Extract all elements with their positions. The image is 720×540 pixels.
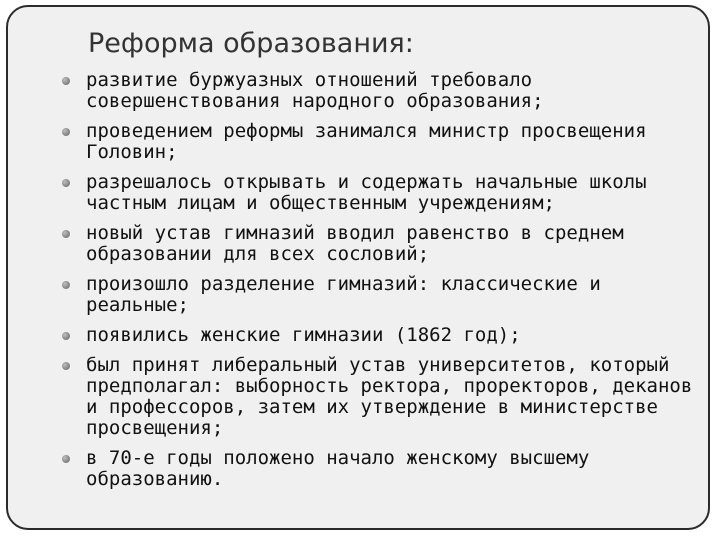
list-item (56, 70, 696, 112)
bullet-icon (62, 230, 70, 238)
list-item (56, 172, 696, 214)
bullet-icon (62, 281, 70, 289)
bullet-text: разрешалось открывать и содержать начальные школы частным лицам и общественным учреждениям; (86, 171, 647, 214)
bullet-icon (62, 128, 70, 136)
bullet-text: в 70-е годы положено начало женскому высшему образованию. (86, 447, 590, 490)
bullet-text: был принят либеральный устав университетов, который предполагал: выборность ректора, проректоров, деканов и профессоров, затем их утверждение в министерстве просвещения; (86, 354, 693, 439)
bullet-icon (62, 179, 70, 187)
bullet-text: появились женские гимназии (1862 год); (86, 324, 521, 346)
slide-title: Реформа образования: (88, 28, 414, 59)
bullet-text: произошло разделение гимназий: классические и реальные; (86, 273, 601, 316)
list-item (56, 223, 696, 265)
list-item (56, 274, 696, 316)
bullet-icon (62, 77, 70, 85)
bullet-icon (62, 332, 70, 340)
bullet-icon (62, 362, 70, 370)
list-item (56, 448, 696, 490)
bullet-text: проведением реформы занимался министр просвещения Головин; (86, 120, 647, 163)
list-item (56, 121, 696, 163)
slide-frame (6, 5, 710, 530)
list-item (56, 355, 696, 439)
bullet-text: развитие буржуазных отношений требовало совершенствования народного образования; (86, 69, 544, 112)
bullet-text: новый устав гимназий вводил равенство в среднем образовании для всех сословий; (86, 222, 624, 265)
bullet-list (56, 70, 696, 499)
bullet-icon (62, 455, 70, 463)
list-item (56, 325, 696, 346)
